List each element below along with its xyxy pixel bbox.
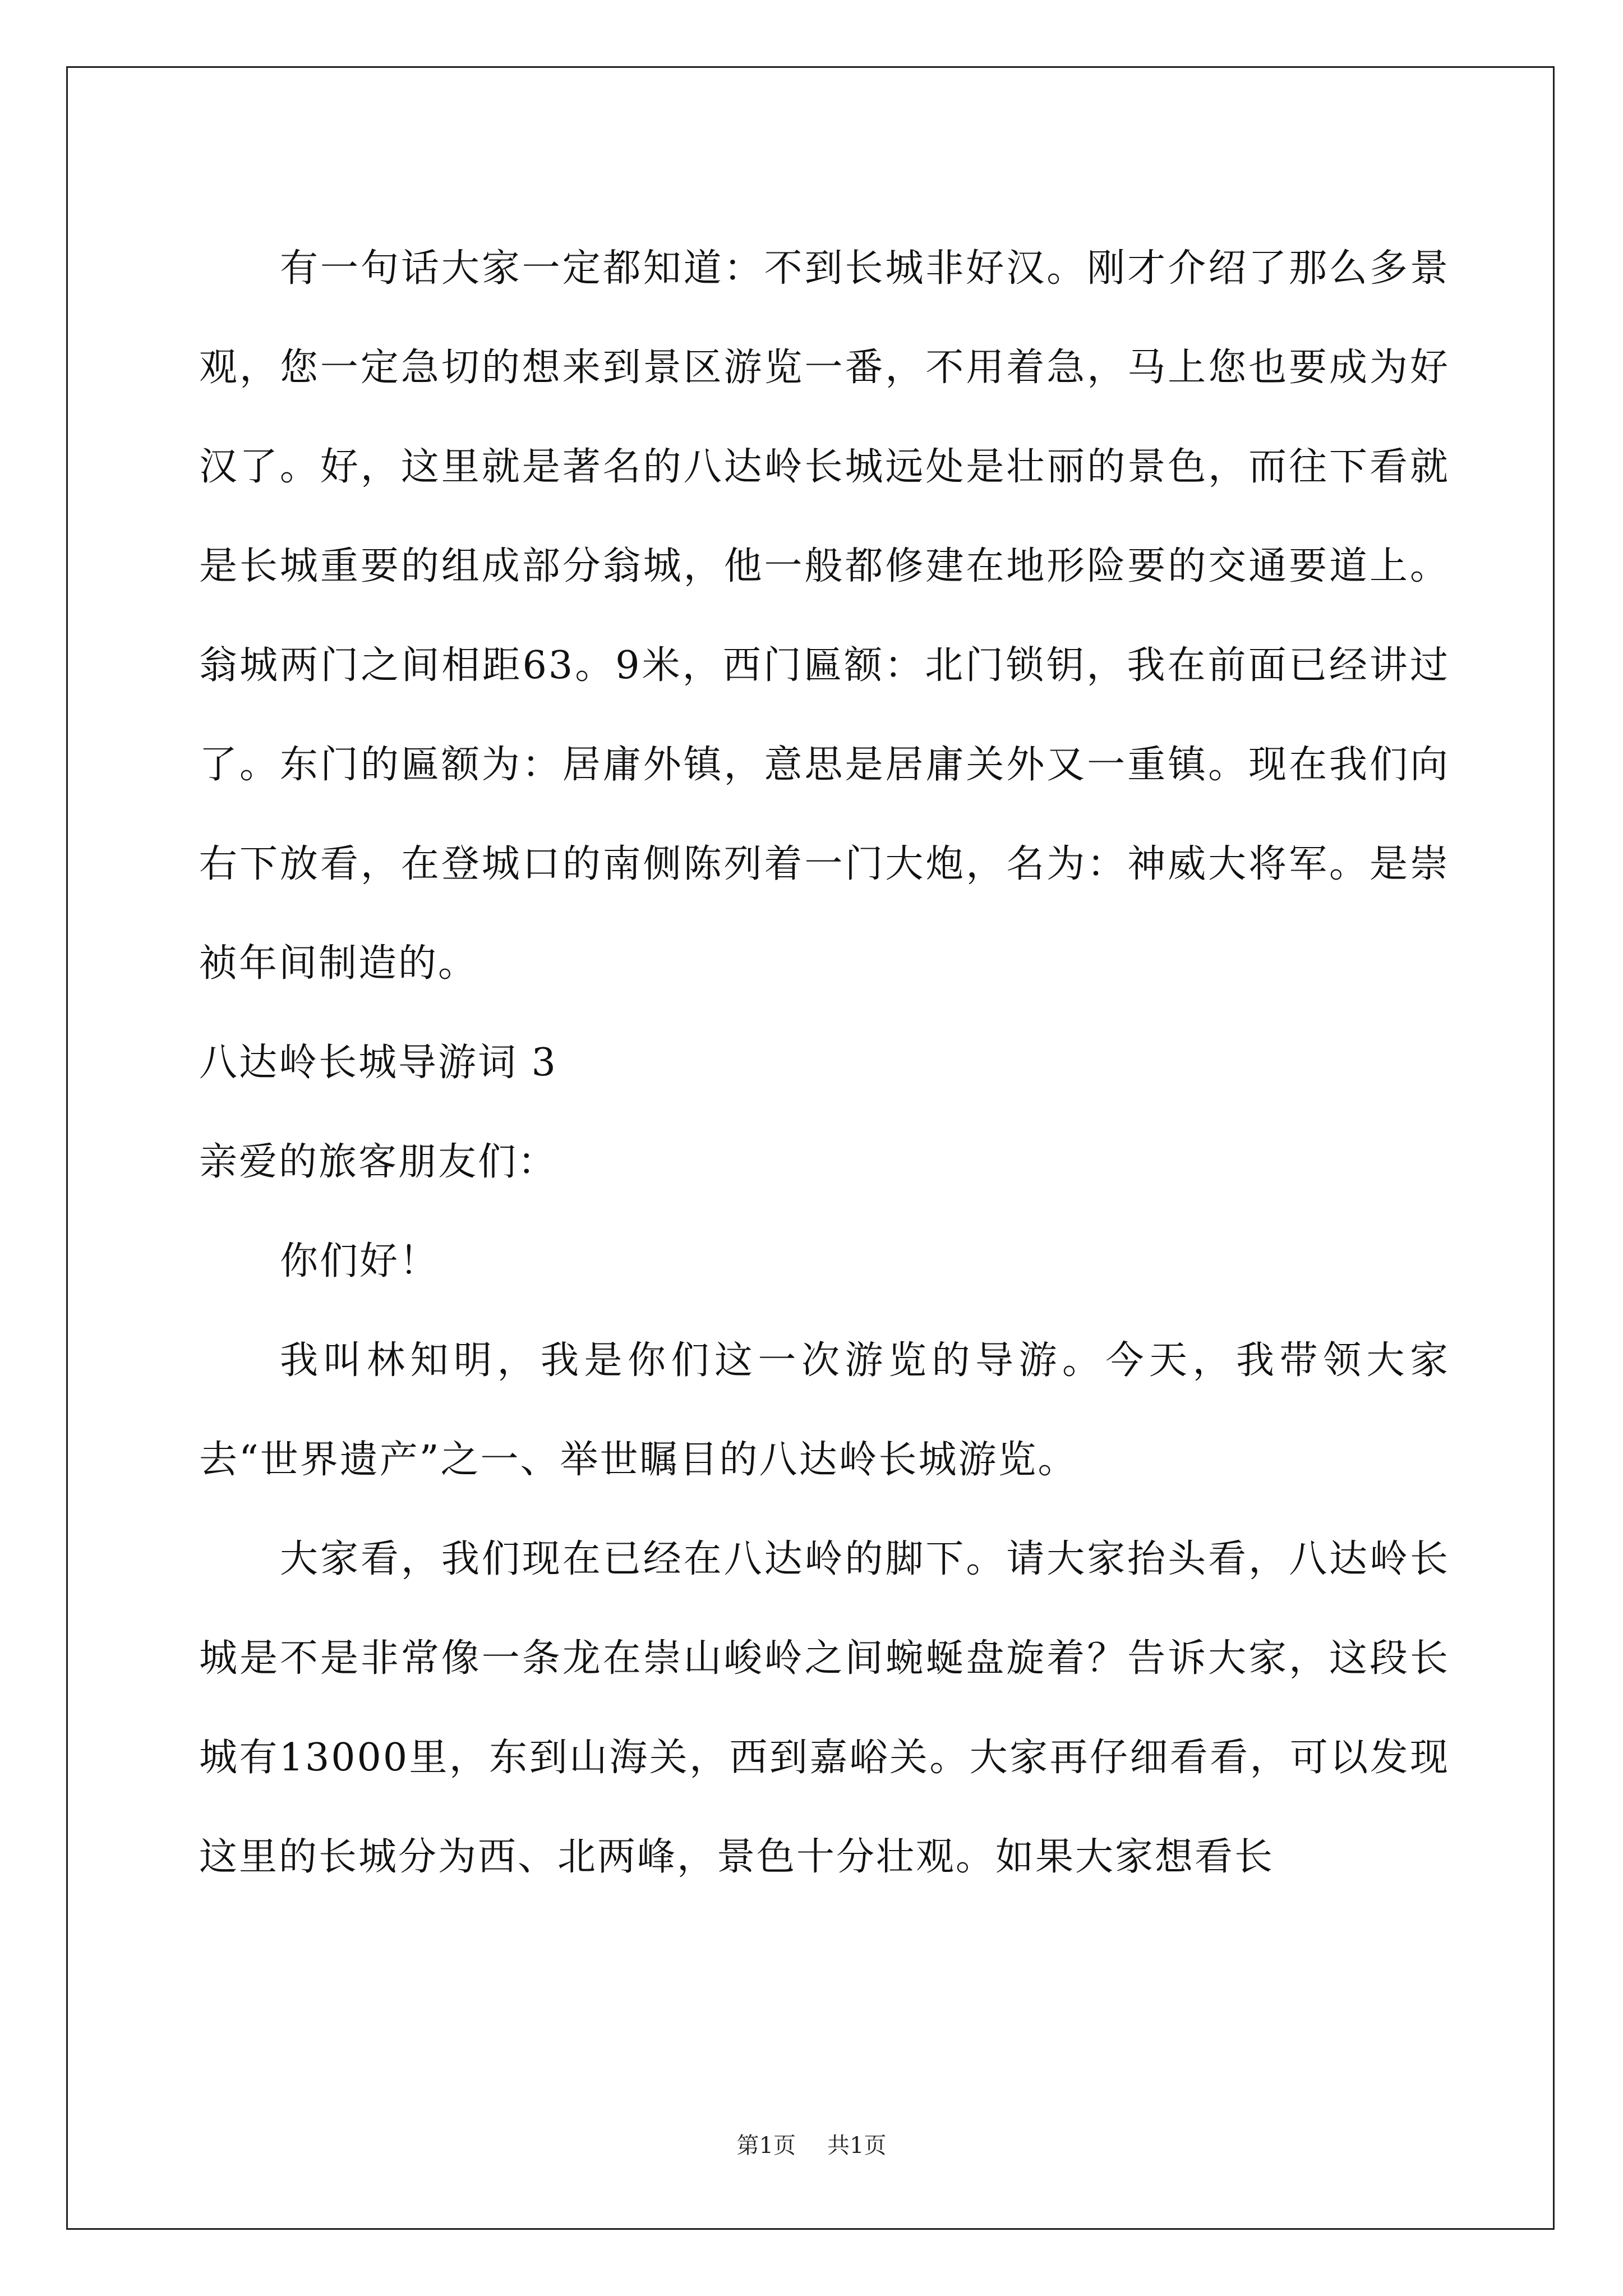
- salutation: 亲爱的旅客朋友们：: [199, 1140, 558, 1184]
- page-total: 共1页: [827, 2133, 887, 2159]
- paragraph-wengcheng: 有一句话大家一定都知道：不到长城非好汉。刚才介绍了那么多景观，您一定急切的想来到景区游览一番，不用着急，马上您也要成为好汉了。好，这里就是著名的八达岭长城远处是壮丽的景色，而往下看就是长城重要的组成部分翁城，他一般都修建在地形险要的交通要道上。翁城两门之间相距63。9米，西门匾额：北门锁钥，我在前面已经讲过了。东门的匾额为：居庸外镇，意思是居庸关外又一重镇。现在我们向右下放看，在登城口的南侧陈列着一门大炮，名为：神威大将军。是崇祯年间制造的。: [199, 246, 1450, 986]
- page-footer: [0, 2129, 1623, 2162]
- section-heading: 八达岭长城导游词 3: [199, 1041, 557, 1085]
- paragraph-great-wall: 大家看，我们现在已经在八达岭的脚下。请大家抬头看，八达岭长城是不是非常像一条龙在崇山峻岭之间蜿蜒盘旋着？告诉大家，这段长城有13000里，东到山海关，西到嘉峪关。大家再仔细看看，可以发现这里的长城分为西、北两峰，景色十分壮观。如果大家想看长: [199, 1537, 1450, 1879]
- page-number: 第1页: [736, 2133, 796, 2159]
- paragraph-introduction: 我叫林知明，我是你们这一次游览的导游。今天，我带领大家去“世界遗产”之一、举世瞩目的八达岭长城游览。: [199, 1338, 1450, 1482]
- greeting: 你们好！: [280, 1239, 440, 1283]
- document-body: [199, 219, 1450, 1907]
